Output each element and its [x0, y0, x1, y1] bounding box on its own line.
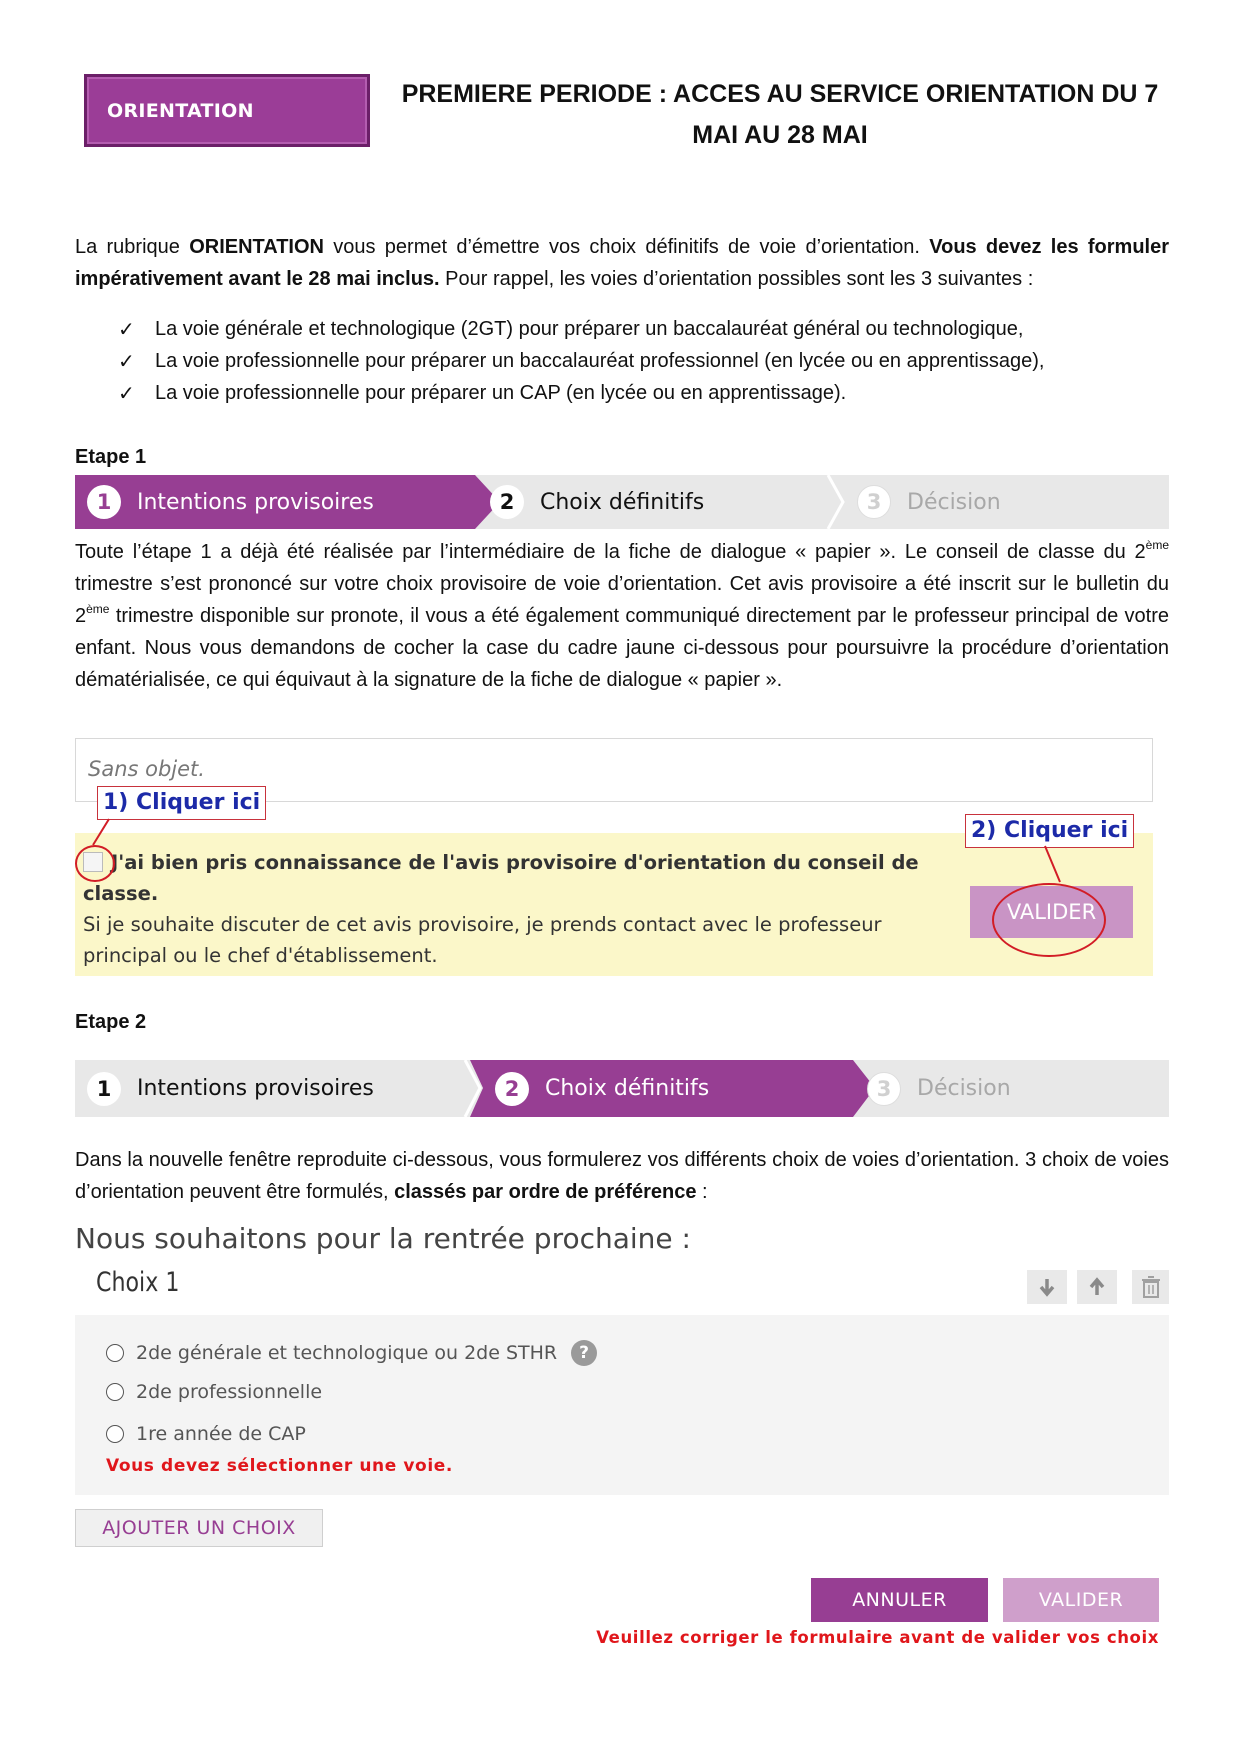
radio-option-2gt[interactable] [106, 1340, 597, 1366]
step-number: 3 [867, 1072, 901, 1106]
ack-bold-text: J'ai bien pris connaissance de l'avis provisoire d'orientation du conseil de classe. [83, 851, 919, 905]
trash-icon [1141, 1276, 1161, 1298]
voie-text: La voie professionnelle pour préparer un baccalauréat professionnel (en lycée ou en apprentissage), [155, 350, 1045, 372]
check-icon: ✓ [118, 381, 135, 405]
step-number: 2 [490, 485, 524, 519]
etape1-text-c: trimestre disponible sur pronote, il vous a été également communiqué directement par le professeur principal de votre enfant. Nous vous demandons de cocher la case du cadre jaune ci-dessous pour poursuivre la procédure d’orientation dématérialisée, ce qui équivaut à la signature de la fiche de dialogue « papier ». [75, 605, 1169, 691]
radio-button[interactable] [106, 1344, 124, 1362]
intro-text-2: vous permet d’émettre vos choix définitifs de voie d’orientation. [324, 236, 930, 258]
intro-text-3: Pour rappel, les voies d’orientation possibles sont les 3 suivantes : [439, 268, 1034, 290]
etape2-text-a: Dans la nouvelle fenêtre reproduite ci-dessous, vous formulerez vos différents choix de voies d’orientation. 3 choix de voies d’orientation peuvent être formulés, [75, 1149, 1169, 1203]
check-icon: ✓ [118, 317, 135, 341]
radio-label: 2de générale et technologique ou 2de STHR [136, 1342, 558, 1364]
intro-bold-2: Vous devez les formuler impérativement avant le 28 mai inclus. [75, 236, 1169, 290]
callout-arrows [75, 738, 1153, 976]
screenshot-acknowledgement [75, 738, 1153, 976]
choice-panel [75, 1315, 1169, 1495]
page-title-line1: PREMIERE PERIODE : ACCES AU SERVICE ORIENTATION DU 7 [401, 80, 1159, 108]
step-decision [867, 1060, 1011, 1117]
form-heading: Nous souhaitons pour la rentrée prochaine : [75, 1222, 691, 1255]
etape2-stepper [75, 1060, 1169, 1117]
error-message: Vous devez sélectionner une voie. [106, 1456, 453, 1476]
move-down-button[interactable] [1027, 1270, 1067, 1304]
intro-bold-1: ORIENTATION [189, 236, 324, 258]
form-error-message: Veuillez corriger le formulaire avant de valider vos choix [596, 1628, 1159, 1647]
list-item [118, 313, 1168, 345]
step-number: 1 [87, 485, 121, 519]
step-number: 3 [857, 485, 891, 519]
step-decision [857, 475, 1001, 529]
etape1-paragraph [75, 536, 1169, 696]
etape1-label: Etape 1 [75, 446, 147, 468]
delete-button[interactable] [1132, 1270, 1169, 1304]
orientation-badge [84, 74, 370, 147]
arrow-down-icon [1038, 1277, 1056, 1297]
radio-button[interactable] [106, 1425, 124, 1443]
voie-text: La voie générale et technologique (2GT) pour préparer un baccalauréat général ou technologique, [155, 318, 1024, 340]
move-up-button[interactable] [1077, 1270, 1117, 1304]
voie-text: La voie professionnelle pour préparer un CAP (en lycée ou en apprentissage). [155, 382, 847, 404]
intro-paragraph [75, 231, 1169, 295]
valider-button[interactable]: VALIDER [970, 886, 1133, 938]
etape2-paragraph [75, 1144, 1169, 1208]
superscript: ème [86, 602, 110, 616]
etape1-stepper [75, 475, 1169, 529]
page-title-line2: MAI AU 28 MAI [692, 121, 868, 149]
step-choix [495, 1060, 709, 1117]
callout-click-2: 2) Cliquer ici [965, 814, 1134, 848]
step-label: Choix définitifs [540, 489, 705, 515]
check-icon: ✓ [118, 349, 135, 373]
superscript: ème [1145, 538, 1169, 552]
etape1-text-a: Toute l’étape 1 a déjà été réalisée par l’intermédiaire de la fiche de dialogue « papier ». Le conseil de classe du 2 [75, 541, 1146, 563]
submit-button[interactable]: VALIDER [1003, 1578, 1159, 1622]
step-label: Décision [907, 489, 1001, 515]
step-label: Décision [917, 1076, 1011, 1101]
etape2-text-c: : [696, 1181, 708, 1203]
list-item [118, 377, 1168, 409]
orientation-badge-label: ORIENTATION [107, 99, 254, 122]
step-intentions [87, 475, 374, 529]
radio-label: 1re année de CAP [136, 1423, 306, 1445]
step-number: 2 [495, 1072, 529, 1106]
step-label: Choix définitifs [545, 1076, 710, 1101]
callout-click-1: 1) Cliquer ici [97, 786, 266, 820]
radio-option-pro[interactable] [106, 1381, 322, 1403]
arrow-up-icon [1088, 1277, 1106, 1297]
step-choix [490, 475, 704, 529]
comment-text: Sans objet. [88, 757, 205, 781]
etape2-bold: classés par ordre de préférence [394, 1181, 697, 1203]
cancel-button[interactable]: ANNULER [811, 1578, 988, 1622]
etape2-label: Etape 2 [75, 1011, 147, 1033]
radio-label: 2de professionnelle [136, 1381, 323, 1403]
voies-list [118, 313, 1168, 409]
radio-button[interactable] [106, 1383, 124, 1401]
add-choice-button[interactable]: AJOUTER UN CHOIX [75, 1509, 323, 1547]
step-label: Intentions provisoires [137, 1076, 374, 1101]
ack-normal-text: Si je souhaite discuter de cet avis provisoire, je prends contact avec le professeur principal ou le chef d'établissement. [83, 913, 882, 967]
etape1-text-b: trimestre s’est prononcé sur votre choix provisoire de voie d’orientation. Cet avis provisoire a été inscrit sur le bulletin du 2 [75, 573, 1169, 627]
step-intentions [87, 1060, 374, 1117]
page-title [390, 74, 1170, 156]
step-number: 1 [87, 1072, 121, 1106]
step-label: Intentions provisoires [137, 489, 374, 515]
intro-text-1: La rubrique [75, 236, 190, 258]
list-item [118, 345, 1168, 377]
choice-title: Choix 1 [96, 1267, 180, 1298]
radio-option-cap[interactable] [106, 1423, 306, 1445]
help-icon[interactable]: ? [571, 1340, 597, 1366]
